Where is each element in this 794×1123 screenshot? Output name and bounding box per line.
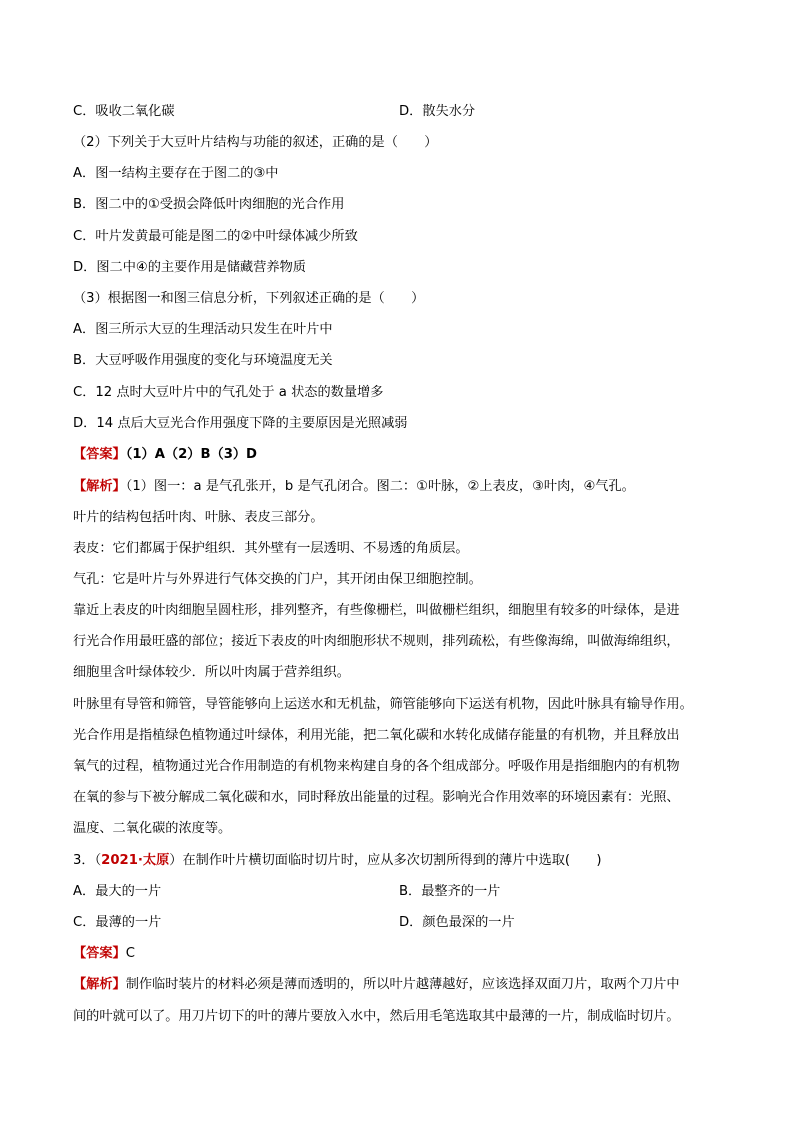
analysis-text: 制作临时装片的材料必须是薄而透明的，所以叶片越薄越好，应该选择双面刀片，取两个刀片中 (125, 977, 680, 992)
analysis-line: 在氧的参与下被分解成二氧化碳和水，同时释放出能量的过程。影响光合作用效率的环境因素有：光照、 (73, 790, 680, 805)
question-3-stem (73, 852, 602, 870)
question-stem: （2）下列关于大豆叶片结构与功能的叙述，正确的是（ ） (73, 135, 438, 150)
option-d: D．散失水分 (399, 104, 476, 119)
analysis-tag: 【解析】 (73, 479, 126, 494)
analysis-line: 温度、二氧化碳的浓度等。 (73, 821, 232, 836)
option-c: C．12 点时大豆叶片中的气孔处于 a 状态的数量增多 (73, 385, 384, 400)
analysis-line: 光合作用是指植绿色植物通过叶绿体，利用光能，把二氧化碳和水转化成储存能量的有机物，并且释放出 (73, 728, 680, 743)
option-d: D．颜色最深的一片 (399, 915, 515, 930)
analysis-line: 叶脉里有导管和筛管，导管能够向上运送水和无机盐，筛管能够向下运送有机物，因此叶脉具有输导作用。 (73, 697, 693, 712)
question-number: 3．（ (73, 853, 102, 868)
analysis-tag: 【解析】 (73, 977, 126, 992)
question-source: 2021·太原 (101, 853, 170, 868)
analysis-line: 表皮：它们都属于保护组织．其外壁有一层透明、不易透的角质层。 (73, 541, 469, 556)
analysis-line: 氧气的过程，植物通过光合作用制造的有机物来构建自身的各个组成部分。呼吸作用是指细胞内的有机物 (73, 759, 680, 774)
answer-line (73, 446, 257, 464)
question-stem: （3）根据图一和图三信息分析，下列叙述正确的是（ ） (73, 291, 425, 306)
analysis-line: 气孔：它是叶片与外界进行气体交换的门户，其开闭由保卫细胞控制。 (73, 572, 482, 587)
option-c: C．最薄的一片 (73, 915, 162, 930)
option-d: D．14 点后大豆光合作用强度下降的主要原因是光照减弱 (73, 416, 408, 431)
answer-tag: 【答案】 (73, 946, 126, 961)
option-c: C．吸收二氧化碳 (73, 104, 175, 119)
analysis-line (73, 976, 680, 994)
answer-text: C (125, 946, 135, 961)
analysis-line (73, 478, 635, 496)
option-d: D．图二中④的主要作用是储藏营养物质 (73, 260, 306, 275)
option-c: C．叶片发黄最可能是图二的②中叶绿体减少所致 (73, 229, 358, 244)
option-b: B．图二中的①受损会降低叶肉细胞的光合作用 (73, 197, 345, 212)
answer-line (73, 945, 135, 963)
analysis-line: 行光合作用最旺盛的部位；接近下表皮的叶肉细胞形状不规则，排列疏松，有些像海绵，叫做海绵组织， (73, 634, 680, 649)
answer-tag: 【答案】 (73, 447, 126, 462)
analysis-text: （1）图一：a 是气孔张开，b 是气孔闭合。图二：①叶脉，②上表皮，③叶肉，④气孔。 (125, 479, 635, 494)
analysis-line: 细胞里含叶绿体较少．所以叶肉属于营养组织。 (73, 665, 350, 680)
option-a: A．图三所示大豆的生理活动只发生在叶片中 (73, 322, 333, 337)
analysis-line: 间的叶就可以了。用刀片切下的叶的薄片要放入水中，然后用毛笔选取其中最薄的一片，制成临时切片。 (73, 1009, 680, 1024)
question-text: ）在制作叶片横切面临时切片时，应从多次切割所得到的薄片中选取( ) (169, 853, 602, 868)
answer-text: （1）A（2）B（3）D (125, 447, 258, 462)
option-b: B．最整齐的一片 (399, 884, 501, 899)
analysis-line: 叶片的结构包括叶肉、叶脉、表皮三部分。 (73, 510, 324, 525)
option-a: A．最大的一片 (73, 884, 162, 899)
option-b: B．大豆呼吸作用强度的变化与环境温度无关 (73, 353, 333, 368)
analysis-line: 靠近上表皮的叶肉细胞呈圆柱形，排列整齐，有些像栅栏，叫做栅栏组织，细胞里有较多的叶绿体，是进 (73, 603, 680, 618)
option-a: A．图一结构主要存在于图二的③中 (73, 166, 279, 181)
